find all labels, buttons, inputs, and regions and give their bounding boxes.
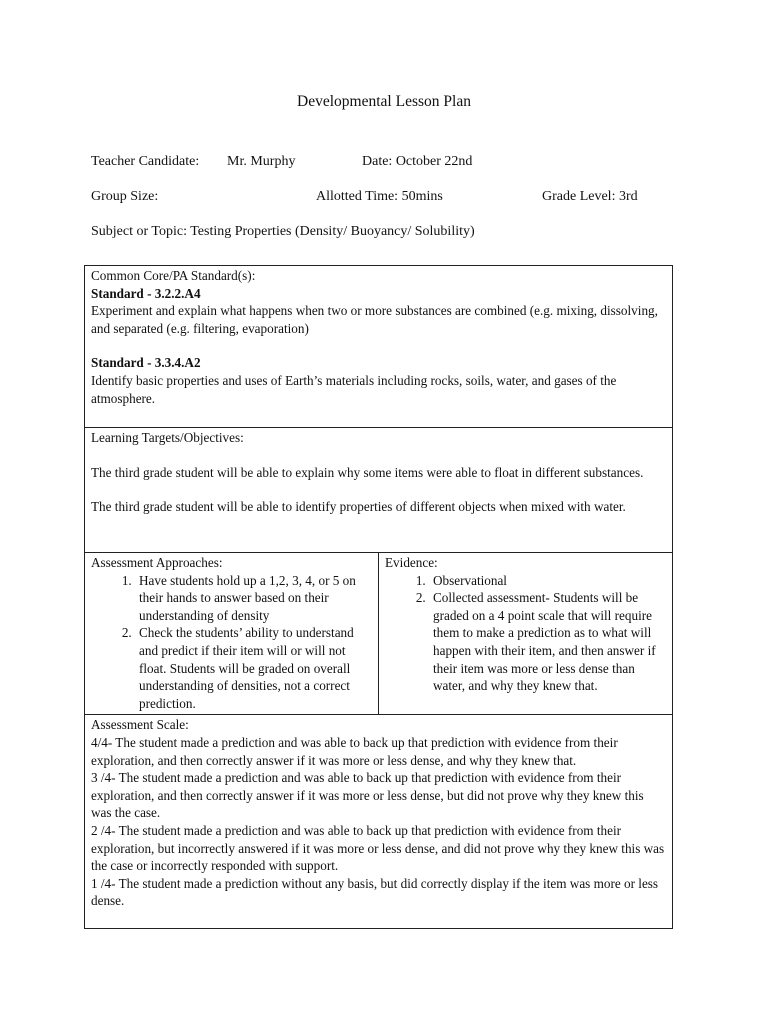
- assessment-row: [85, 553, 673, 715]
- scale-1: 1 /4- The student made a prediction without any basis, but did correctly display if the item was more or less dense.: [91, 875, 659, 909]
- spacer: [91, 337, 666, 354]
- teacher-label: Teacher Candidate:: [91, 154, 200, 169]
- list-item: 2. Check the students’ ability to understand and predict if their item will or will not float. Students will be graded on overall understanding of densities, not a correct prediction.: [135, 624, 372, 712]
- standards-heading: Common Core/PA Standard(s):: [91, 268, 256, 283]
- grade-level: Grade Level: 3rd: [542, 189, 638, 204]
- evidence-cell: [379, 553, 673, 715]
- teacher-value: Mr. Murphy: [227, 154, 296, 169]
- scale-2: 2 /4- The student made a prediction and was able to back up that prediction with evidence from their exploration, but incorrectly answered if it was more or less dense, and did not prove why they knew this was the case or incorrectly responded with support.: [91, 822, 665, 874]
- standard-1-title: Standard - 3.2.2.A4: [91, 285, 201, 301]
- standard-1-text: Experiment and explain what happens when two or more substances are combined (e.g. mixing, dissolving, and separated (e.g. filtering, evaporation): [91, 303, 658, 336]
- lesson-plan-table: [84, 265, 673, 929]
- evidence-list: [385, 572, 666, 695]
- page-title: Developmental Lesson Plan: [297, 93, 471, 110]
- lesson-date: Date: October 22nd: [362, 154, 473, 169]
- spacer: [91, 447, 666, 464]
- objective-2: The third grade student will be able to identify properties of different objects when mixed with water.: [91, 499, 626, 515]
- objectives-cell: [85, 428, 673, 553]
- group-size: Group Size:: [91, 189, 159, 204]
- standards-row: [85, 266, 673, 428]
- allotted-time: Allotted Time: 50mins: [316, 189, 443, 204]
- subject-topic: Subject or Topic: Testing Properties (Density/ Buoyancy/ Solubility): [91, 224, 475, 239]
- objectives-row: [85, 428, 673, 553]
- list-item: 1. Observational: [429, 572, 666, 590]
- assessment-heading: Assessment Approaches:: [91, 555, 223, 570]
- scale-heading: Assessment Scale:: [91, 717, 189, 733]
- assessment-list: [91, 572, 372, 713]
- scale-4: 4/4- The student made a prediction and was able to back up that prediction with evidence from their exploration, and then correctly answer if it was more or less dense, and why they knew that.: [91, 734, 618, 768]
- standard-2-title: Standard - 3.3.4.A2: [91, 355, 201, 371]
- scale-row: [85, 715, 673, 929]
- objectives-heading: Learning Targets/Objectives:: [91, 430, 244, 445]
- assessment-cell: [85, 553, 379, 715]
- scale-cell: [85, 715, 673, 929]
- list-item: 1. Have students hold up a 1,2, 3, 4, or 5 on their hands to answer based on their understanding of density: [135, 572, 372, 625]
- standards-cell: [85, 266, 673, 428]
- scale-3: 3 /4- The student made a prediction and was able to back up that prediction with evidence from their exploration, and then correctly answer if it was more or less dense, but did not prove why they knew this was the case.: [91, 770, 644, 821]
- list-item: 2. Collected assessment- Students will be graded on a 4 point scale that will require them to make a prediction as to what will happen with their item, and then answer if their item was more or less dense than water, and why they knew that.: [429, 589, 666, 695]
- standard-2-text: Identify basic properties and uses of Earth’s materials including rocks, soils, water, and gases of the atmosphere.: [91, 372, 617, 406]
- spacer: [91, 481, 666, 498]
- evidence-heading: Evidence:: [385, 555, 438, 570]
- objective-1: The third grade student will be able to explain why some items were able to float in different substances.: [91, 464, 644, 480]
